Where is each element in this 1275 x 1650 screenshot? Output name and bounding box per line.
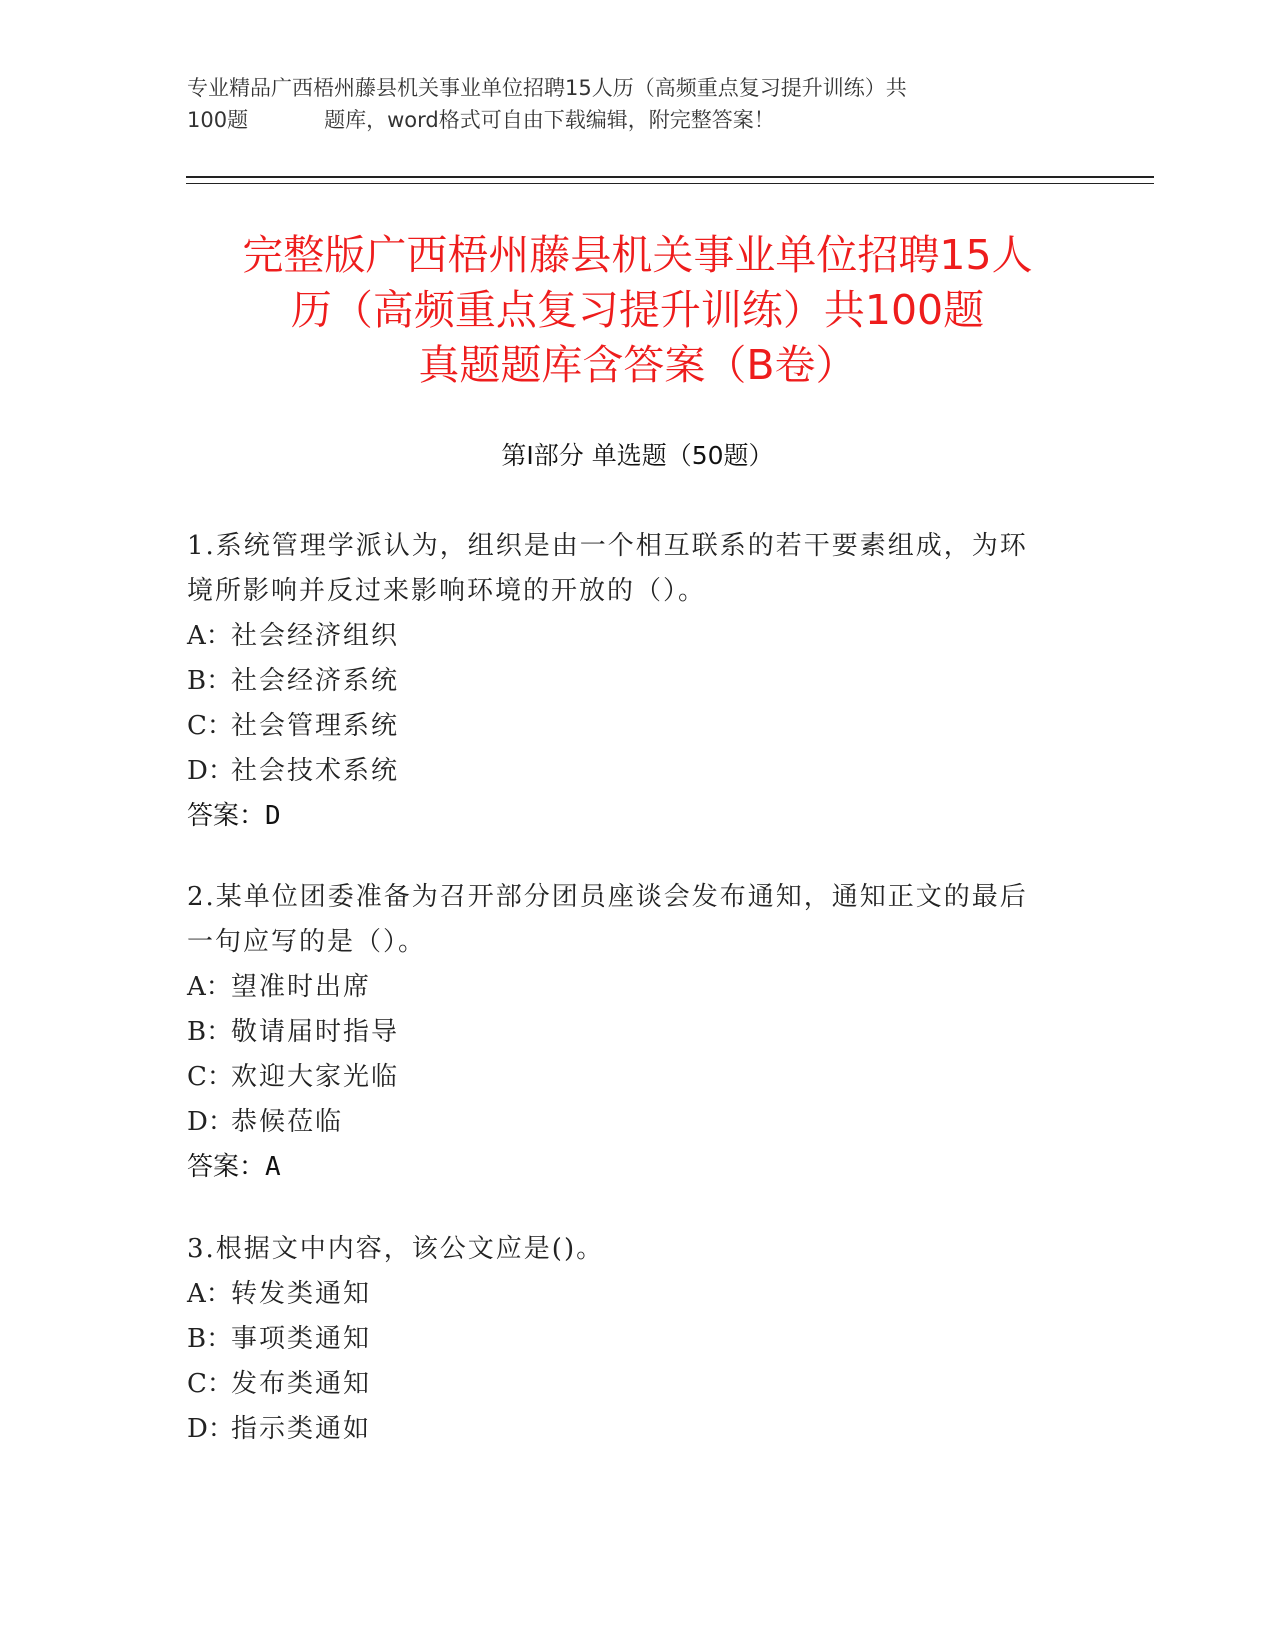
option-text: 欢迎大家光临 <box>231 1062 400 1092</box>
option-key: C： <box>187 711 233 741</box>
option-text: 敬请届时指导 <box>231 1017 400 1047</box>
question-2 <box>187 875 1077 1190</box>
option-text: 社会管理系统 <box>231 711 400 741</box>
option-text: 事项类通知 <box>231 1324 372 1354</box>
document-title <box>150 228 1125 393</box>
document-title-line2: 历（高频重点复习提升训练）共100题 <box>290 286 985 334</box>
option-text: 望准时出席 <box>231 972 372 1002</box>
option-c <box>187 704 1077 749</box>
option-key: B： <box>187 666 233 696</box>
question-3 <box>187 1227 1077 1452</box>
option-a <box>187 614 1077 659</box>
answer <box>187 1145 1077 1190</box>
answer-label: 答案： <box>187 801 266 831</box>
document-title-line3: 真题题库含答案（B卷） <box>418 341 857 389</box>
option-text: 指示类通如 <box>231 1414 372 1444</box>
option-c <box>187 1362 1077 1407</box>
option-key: D： <box>187 756 234 786</box>
option-b <box>187 659 1077 704</box>
option-d <box>187 1100 1077 1145</box>
option-text: 恭候莅临 <box>231 1107 344 1137</box>
option-key: B： <box>187 1017 233 1047</box>
document-title-line1: 完整版广西梧州藤县机关事业单位招聘15人 <box>242 231 1033 279</box>
option-b <box>187 1010 1077 1055</box>
option-key: C： <box>187 1062 233 1092</box>
option-key: A： <box>187 621 232 651</box>
option-key: D： <box>187 1107 234 1137</box>
question-stem: 2.某单位团委准备为召开部分团员座谈会发布通知，通知正文的最后 <box>187 882 1028 912</box>
question-1 <box>187 524 1077 839</box>
option-a <box>187 1272 1077 1317</box>
answer-label: 答案： <box>187 1152 266 1182</box>
answer <box>187 794 1077 839</box>
option-text: 发布类通知 <box>231 1369 372 1399</box>
option-c <box>187 1055 1077 1100</box>
question-stem: 1.系统管理学派认为，组织是由一个相互联系的若干要素组成，为环 <box>187 531 1028 561</box>
header-note-count: 100题 <box>187 108 249 132</box>
option-a <box>187 965 1077 1010</box>
option-text: 社会技术系统 <box>231 756 400 786</box>
header-note-line1: 专业精品广西梧州藤县机关事业单位招聘15人历（高频重点复习提升训练）共 <box>187 76 907 100</box>
option-key: B： <box>187 1324 233 1354</box>
section-title: 第Ⅰ部分 单选题（50题） <box>501 441 774 470</box>
answer-value: A <box>265 1152 281 1182</box>
header-note-desc: 题库，word格式可自由下载编辑，附完整答案！ <box>324 108 775 132</box>
question-stem: 3.根据文中内容，该公文应是()。 <box>187 1234 605 1264</box>
option-d <box>187 1407 1077 1452</box>
option-text: 转发类通知 <box>231 1279 372 1309</box>
option-text: 社会经济组织 <box>231 621 400 651</box>
option-key: A： <box>187 972 232 1002</box>
option-key: A： <box>187 1279 232 1309</box>
header-note <box>187 72 1067 136</box>
question-stem-cont: 境所影响并反过来影响环境的开放的（）。 <box>187 576 707 606</box>
option-d <box>187 749 1077 794</box>
answer-value: D <box>265 801 281 831</box>
question-stem-cont: 一句应写的是（）。 <box>187 927 427 957</box>
option-text: 社会经济系统 <box>231 666 400 696</box>
option-key: D： <box>187 1414 234 1444</box>
option-key: C： <box>187 1369 233 1399</box>
option-b <box>187 1317 1077 1362</box>
header-divider-thin <box>186 183 1154 184</box>
header-note-line2 <box>187 104 1067 136</box>
header-divider-thick <box>186 176 1154 178</box>
